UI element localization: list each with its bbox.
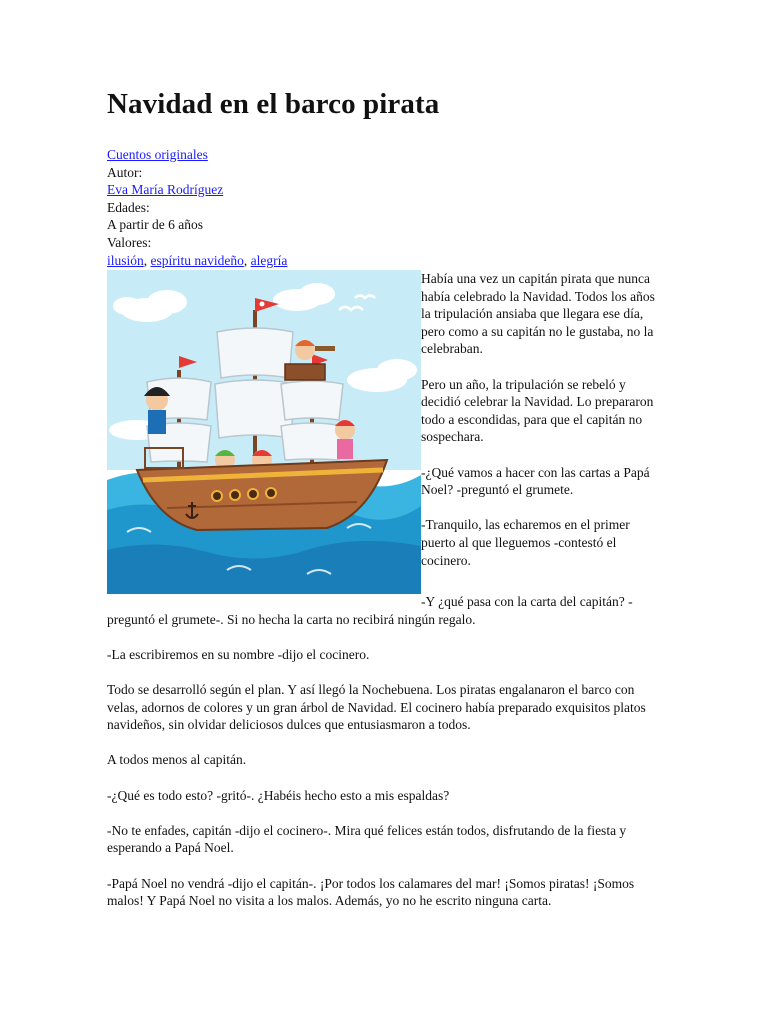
paragraph: -Papá Noel no vendrá -dijo el capitán-. ¡Por todos los calamares del mar! ¡Somos piratas! ¡Somos malos! Y Papá Noel no visita a los malos. Además, yo no he escrito ninguna carta. [107, 875, 635, 909]
category-link[interactable]: Cuentos originales [107, 147, 208, 162]
values-links [107, 252, 287, 270]
ages-label: Edades: [107, 199, 150, 215]
values-label: Valores: [107, 234, 152, 250]
author-label: Autor: [107, 164, 143, 180]
ages-value: A partir de 6 años [107, 217, 203, 233]
paragraph: -Tranquilo, las echaremos en el primer puerto al que lleguemos -contestó el cocinero. [421, 517, 630, 568]
paragraph: Todo se desarrolló según el plan. Y así llegó la Nochebuena. Los piratas engalanaron el barco con velas, adornos de colores y un gran árbol de Navidad. El cocinero había preparado exquisitos platos navideños, sin olvidar deliciosos dulces que entusiasmaron a todos. [107, 681, 646, 733]
story-body [107, 593, 657, 927]
article-meta [107, 146, 287, 269]
article-title: Navidad en el barco pirata [107, 88, 440, 120]
separator: , [243, 252, 251, 268]
paragraph: A todos menos al capitán. [107, 752, 247, 768]
paragraph: -No te enfades, capitán -dijo el cocinero-. Mira qué felices están todos, disfrutando de la fiesta y esperando a Papá Noel. [107, 822, 627, 856]
value-link-espiritu-navideno[interactable]: espíritu navideño [150, 252, 244, 268]
paragraph: -La escribiremos en su nombre -dijo el cocinero. [107, 646, 370, 662]
separator: , [143, 252, 151, 268]
paragraph: Pero un año, la tripulación se rebeló y decidió celebrar la Navidad. Lo prepararon todo a escondidas, para que el capitán no sospechara. [421, 376, 654, 445]
intro-text [421, 270, 661, 587]
pirate-ship-illustration [107, 270, 421, 594]
pirate-ship-image [107, 270, 421, 594]
value-link-alegria[interactable]: alegría [250, 252, 288, 268]
paragraph: -¿Qué es todo esto? -gritó-. ¿Habéis hecho esto a mis espaldas? [107, 787, 450, 803]
author-link[interactable]: Eva María Rodríguez [107, 182, 224, 198]
paragraph: -Y ¿qué pasa con la carta del capitán? -preguntó el grumete-. Si no hecha la carta no recibirá ningún regalo. [107, 594, 633, 627]
paragraph: Había una vez un capitán pirata que nunca había celebrado la Navidad. Todos los años la tripulación ansiaba que llegara ese día, pero como a su capitán no le gustaba, no la celebraban. [421, 271, 655, 357]
paragraph: -¿Qué vamos a hacer con las cartas a Papá Noel? -preguntó el grumete. [421, 464, 650, 498]
value-link-ilusion[interactable]: ilusión [107, 252, 144, 268]
